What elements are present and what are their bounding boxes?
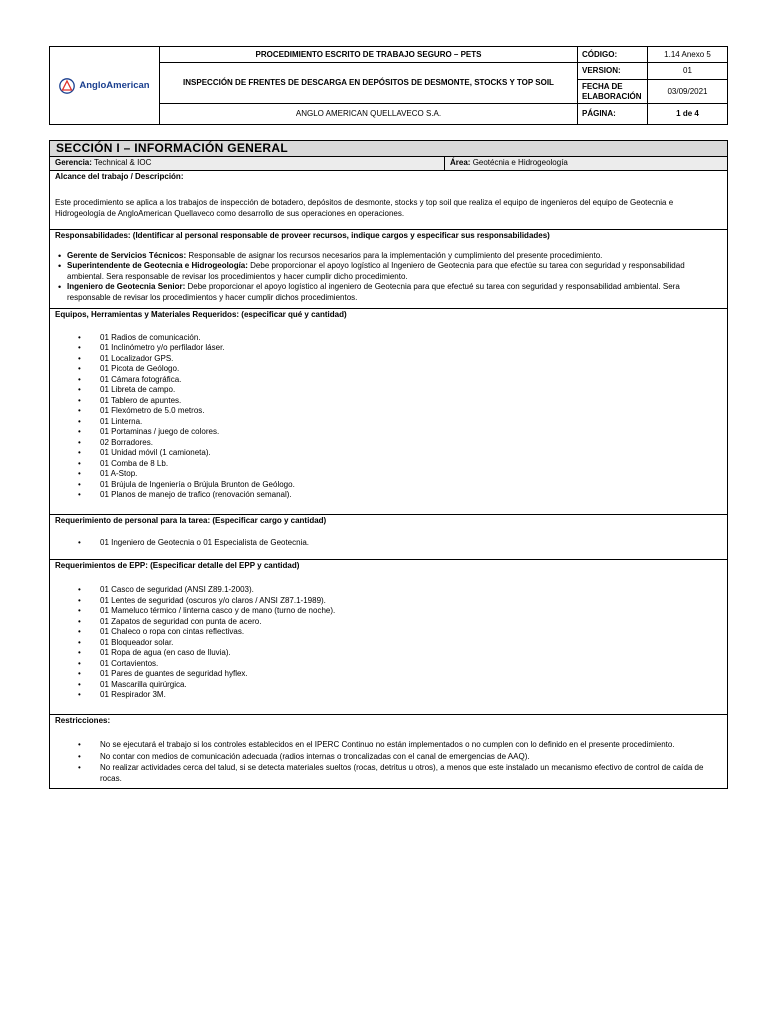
epp-list-item: • 01 Pares de guantes de seguridad hyflex. [55, 669, 722, 680]
personal-list-item: • 01 Ingeniero de Geotecnia o 01 Especialista de Geotecnia. [55, 538, 722, 549]
epp-list-item: • 01 Cortavientos. [55, 659, 722, 670]
company-name: ANGLO AMERICAN QUELLAVECO S.A. [160, 104, 578, 125]
equipos-list-item: • 01 Flexómetro de 5.0 metros. [55, 406, 722, 417]
responsabilidad-text: Debe proporcionar el apoyo logístico al ingeniero de Geotecnia para que efectué su tarea con seguridad y responsabilidad ambiental. Sera responsable de revisar los procedimientos y hacer cumplir dichos procedimientos. [67, 282, 680, 302]
epp-cell [50, 559, 728, 714]
epp-label: Requerimientos de EPP: (Especificar detalle del EPP y cantidad) [55, 560, 300, 570]
version-value: 01 [648, 63, 728, 79]
responsabilidad-role: Ingeniero de Geotecnia Senior: [67, 282, 186, 291]
equipos-list-item: • 01 Picota de Geólogo. [55, 364, 722, 375]
responsabilidad-text: Debe proporcionar el apoyo logístico al Ingeniero de Geotecnia para que efectúe su tarea con seguridad y responsabilidad ambiental. Sera responsable de revisar los procedimientos y hacer cumplir dicho procedimiento. [67, 261, 685, 281]
epp-list-item: • 01 Respirador 3M. [55, 690, 722, 701]
pagina-value: 1 de 4 [648, 104, 728, 125]
epp-list-item: • 01 Casco de seguridad (ANSI Z89.1-2003). [55, 585, 722, 596]
responsabilidades-label: Responsabilidades: (Identificar al personal responsable de proveer recursos, indique cargos y especificar sus responsabilidades) [55, 231, 550, 240]
responsabilidad-role: Superintendente de Geotecnia e Hidrogeología: [67, 261, 248, 270]
company-logo-text: AngloAmerican [79, 79, 150, 91]
restricciones-label: Restricciones: [55, 715, 111, 725]
equipos-list-item: • 01 A-Stop. [55, 469, 722, 480]
fecha-label: FECHA DE ELABORACIÓN [578, 79, 648, 104]
codigo-label: CÓDIGO: [578, 47, 648, 63]
fecha-value: 03/09/2021 [648, 79, 728, 104]
equipos-list-item: • 01 Unidad móvil (1 camioneta). [55, 448, 722, 459]
epp-list-item: • 01 Mascarilla quirúrgica. [55, 680, 722, 691]
equipos-list-item: • 01 Localizador GPS. [55, 354, 722, 365]
logo-cell [50, 47, 160, 125]
alcance-label: Alcance del trabajo / Descripción: [55, 171, 184, 181]
epp-list-item: • 01 Ropa de agua (en caso de lluvia). [55, 648, 722, 659]
equipos-list-item: • 01 Brújula de Ingeniería o Brújula Brunton de Geólogo. [55, 480, 722, 491]
alcance-cell [50, 170, 728, 230]
section-general-info [49, 140, 728, 789]
personal-list [55, 538, 722, 549]
restricciones-list-item: • No realizar actividades cerca del talud, si se detecta materiales sueltos (rocas, detritus u otros), a menos que este instalado un mecanismo efectivo de control de caída de rocas. [55, 763, 722, 784]
restricciones-list-item: • No se ejecutará el trabajo si los controles establecidos en el IPERC Continuo no están implementados o no cumplen con lo definido en el presente procedimiento. [55, 740, 722, 751]
codigo-value: 1.14 Anexo 5 [648, 47, 728, 63]
epp-list [55, 585, 722, 701]
epp-list-item: • 01 Lentes de seguridad (oscuros y/o claros / ANSI Z87.1-1989). [55, 596, 722, 607]
pets-title: PROCEDIMIENTO ESCRITO DE TRABAJO SEGURO – PETS [160, 47, 578, 63]
pagina-label: PÁGINA: [578, 104, 648, 125]
personal-label: Requerimiento de personal para la tarea: (Especificar cargo y cantidad) [55, 515, 327, 525]
document-header [49, 46, 728, 125]
equipos-list-item: • 01 Inclinómetro y/o perfilador láser. [55, 343, 722, 354]
equipos-list-item: • 01 Libreta de campo. [55, 385, 722, 396]
equipos-list-item: • 01 Radios de comunicación. [55, 333, 722, 344]
epp-list-item: • 01 Zapatos de seguridad con punta de acero. [55, 617, 722, 628]
section-title: SECCIÓN I – INFORMACIÓN GENERAL [50, 141, 728, 157]
personal-cell [50, 514, 728, 559]
responsabilidad-role: Gerente de Servicios Técnicos: [67, 250, 187, 260]
responsabilidad-item [55, 251, 722, 262]
restricciones-list-item: • No contar con medios de comunicación adecuada (radios internas o troncalizadas con el canal de emergencias de AAQ). [55, 752, 722, 763]
responsabilidad-item [55, 282, 722, 303]
equipos-list-item: • 01 Cámara fotográfica. [55, 375, 722, 386]
epp-list-item: • 01 Mameluco térmico / linterna casco y de mano (turno de noche). [55, 606, 722, 617]
responsabilidades-cell [50, 230, 728, 309]
responsabilidad-text: Responsable de asignar los recursos necesarios para la implementación y cumplimiento del presente procedimiento. [186, 250, 603, 260]
equipos-list-item: • 01 Planos de manejo de trafico (renovación semanal). [55, 490, 722, 501]
area-cell: Área: Geotécnia e Hidrogeología [445, 157, 728, 171]
equipos-list-item: • 01 Portaminas / juego de colores. [55, 427, 722, 438]
procedure-title: INSPECCIÓN DE FRENTES DE DESCARGA EN DEPÓSITOS DE DESMONTE, STOCKS Y TOP SOIL [160, 63, 578, 104]
version-label: VERSION: [578, 63, 648, 79]
gerencia-cell: Gerencia: Technical & IOC [50, 157, 445, 171]
epp-list-item: • 01 Bloqueador solar. [55, 638, 722, 649]
equipos-label: Equipos, Herramientas y Materiales Requeridos: (especificar qué y cantidad) [55, 310, 347, 319]
responsabilidad-item [55, 261, 722, 282]
equipos-list-item: • 01 Tablero de apuntes. [55, 396, 722, 407]
restricciones-list [55, 740, 722, 784]
responsabilidades-list [55, 251, 722, 304]
epp-list-item: • 01 Chaleco o ropa con cintas reflectivas. [55, 627, 722, 638]
equipos-list [55, 333, 722, 501]
anglo-american-logo-icon [59, 78, 75, 94]
equipos-list-item: • 01 Linterna. [55, 417, 722, 428]
equipos-list-item: • 02 Borradores. [55, 438, 722, 449]
alcance-text: Este procedimiento se aplica a los trabajos de inspección de botadero, depósitos de desmonte, stocks y top soil que realiza el equipo de ingenieros del equipo de Geotecnia e Hidrogeología de AngloAmerican Quellaveco como desarrollo de sus operaciones en operaciones. [55, 198, 674, 218]
equipos-cell [50, 309, 728, 515]
restricciones-cell [50, 714, 728, 789]
equipos-list-item: • 01 Comba de 8 Lb. [55, 459, 722, 470]
